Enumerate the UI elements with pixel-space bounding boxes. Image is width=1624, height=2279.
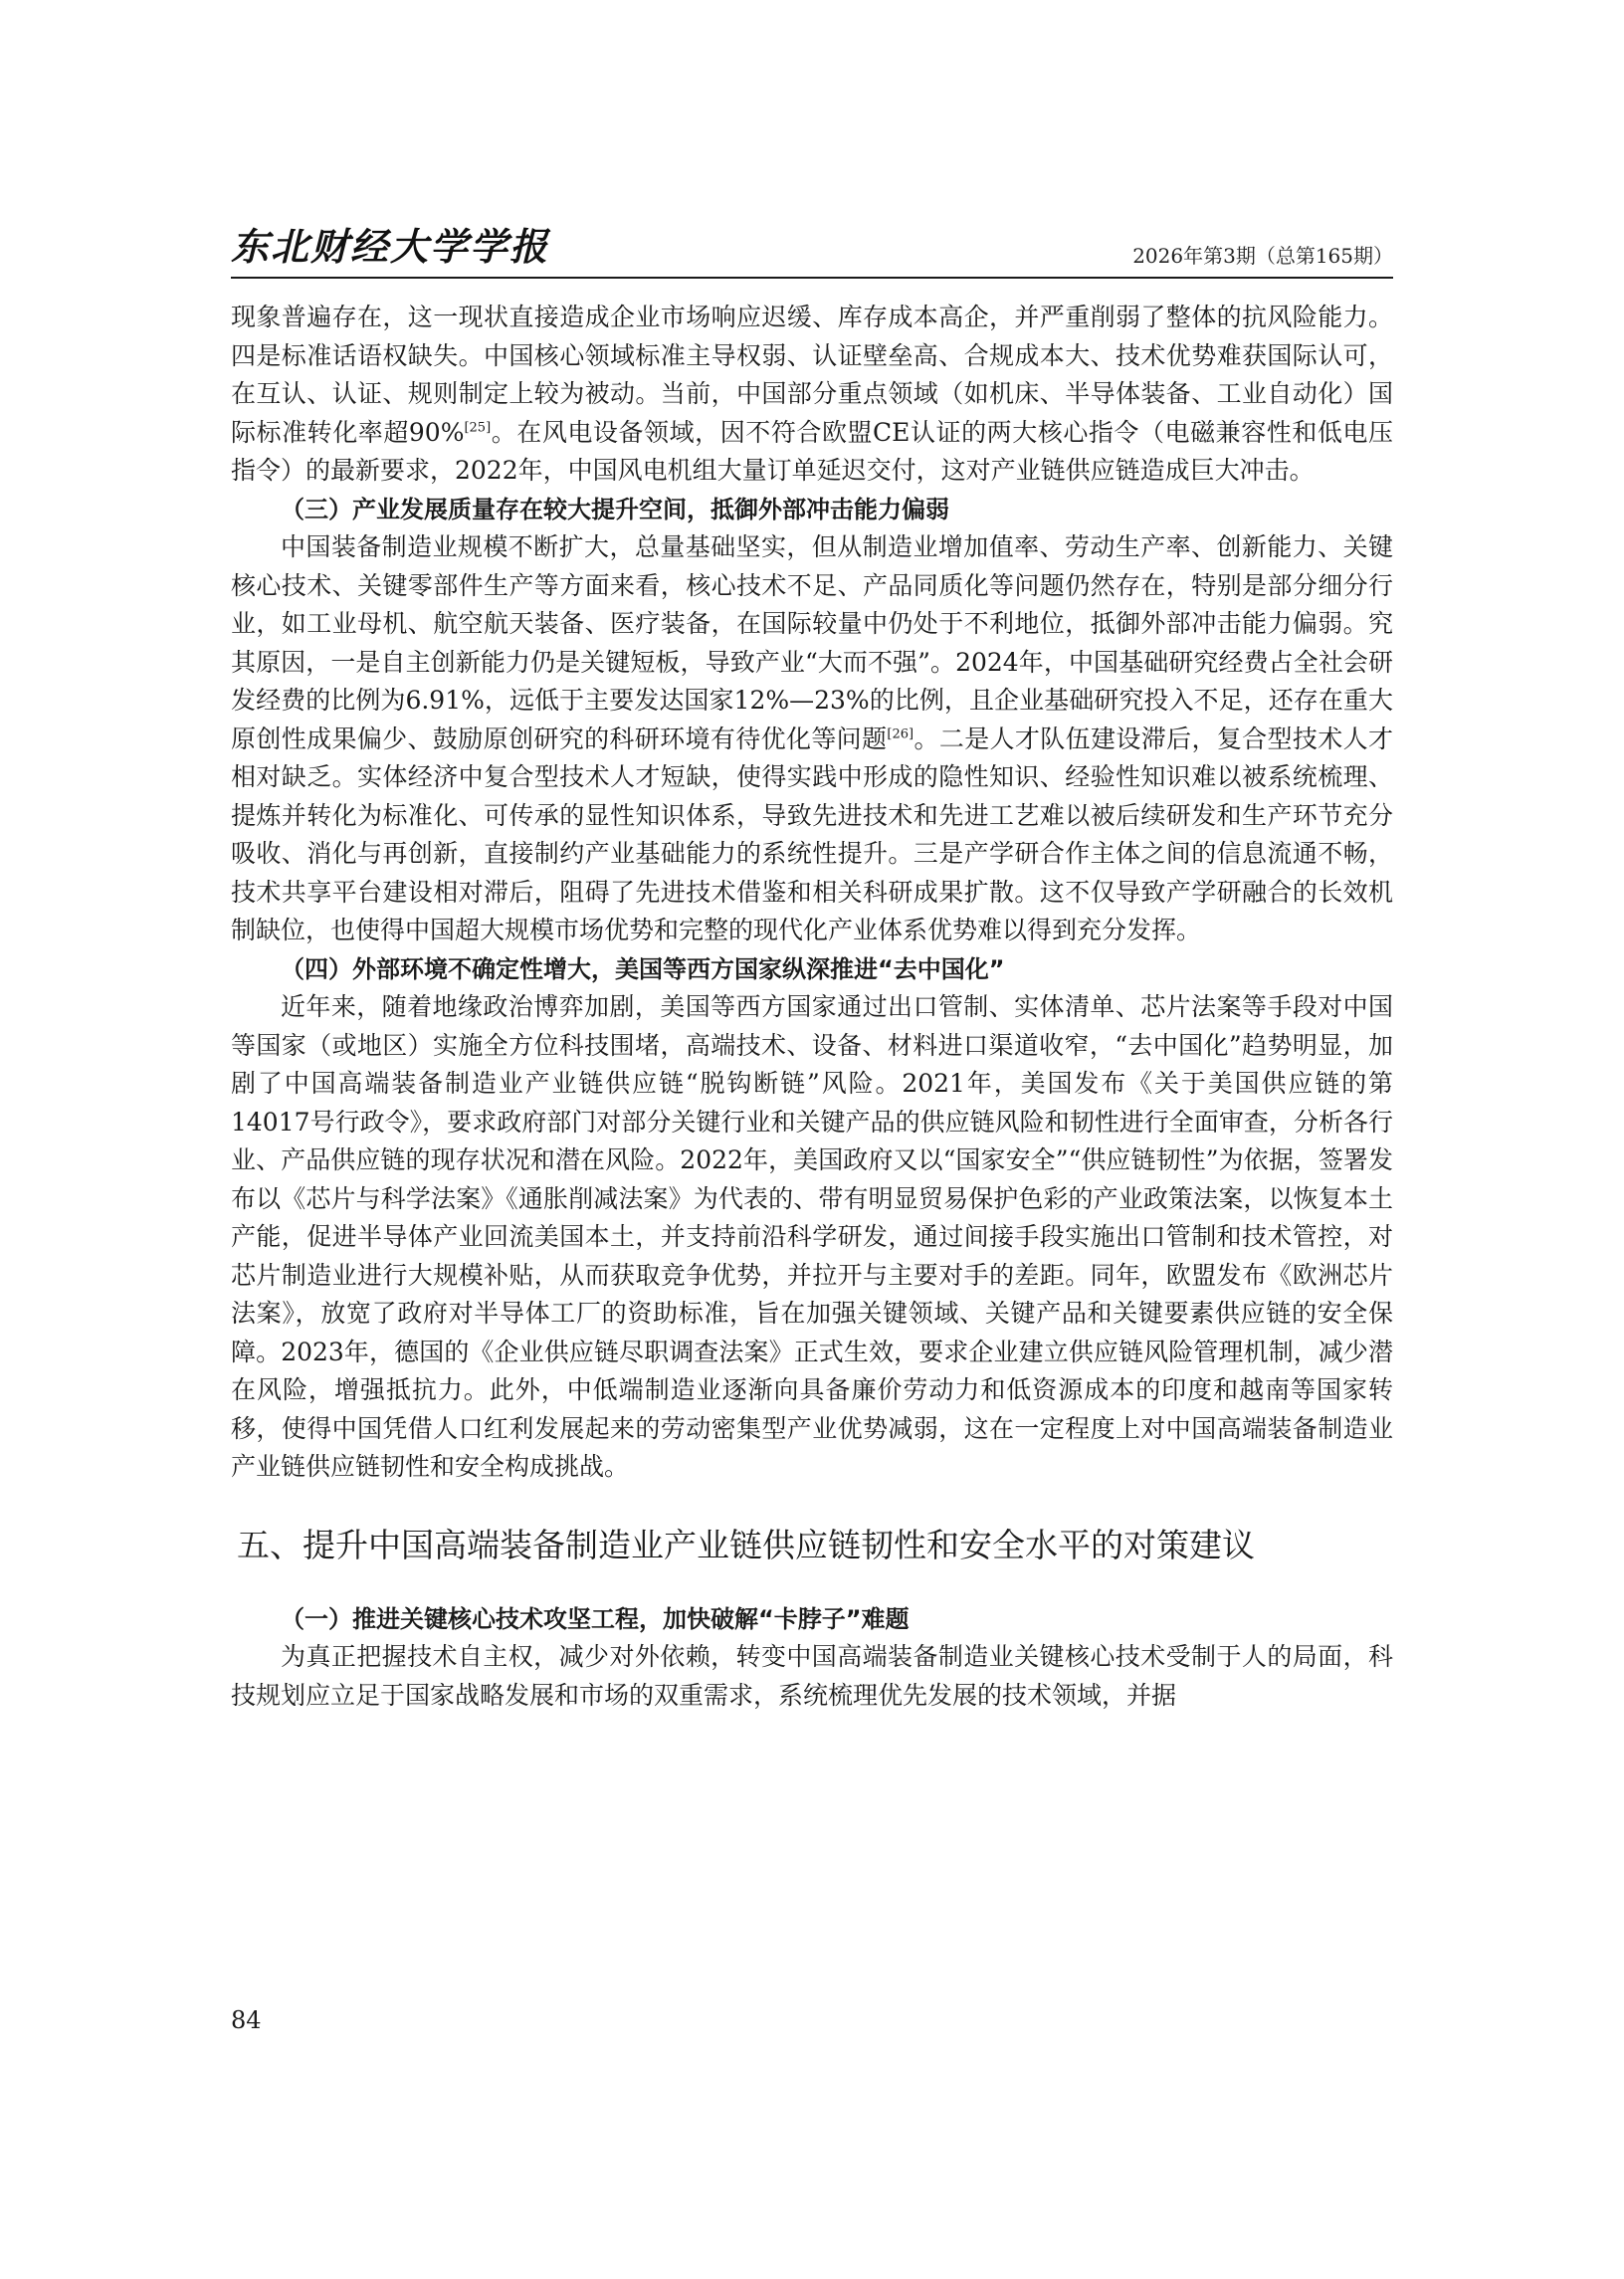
subsection-heading-3: （三）产业发展质量存在较大提升空间，抵御外部冲击能力偏弱 (281, 495, 949, 523)
article-body (231, 299, 1393, 1715)
paragraph: 近年来，随着地缘政治博弈加剧，美国等西方国家通过出口管制、实体清单、芯片法案等手段对中国等国家（或地区）实施全方位科技围堵，高端技术、设备、材料进口渠道收窄，“去中国化”趋势明显，加剧了中国高端装备制造业产业链供应链“脱钩断链”风险。2021年，美国发布《关于美国供应链的第14017号行政令》，要求政府部门对部分关键行业和关键产品的供应链风险和韧性进行全面审查，分析各行业、产品供应链的现存状况和潜在风险。2022年，美国政府又以“国家安全”“供应链韧性”为依据，签署发布以《芯片与科学法案》《通胀削减法案》为代表的、带有明显贸易保护色彩的产业政策法案，以恢复本土产能，促进半导体产业回流美国本土，并支持前沿科学研发，通过间接手段实施出口管制和技术管控，对芯片制造业进行大规模补贴，从而获取竞争优势，并拉开与主要对手的差距。同年，欧盟发布《欧洲芯片法案》，放宽了政府对半导体工厂的资助标准，旨在加强关键领域、关键产品和关键要素供应链的安全保障。2023年，德国的《企业供应链尽职调查法案》正式生效，要求企业建立供应链风险管理机制，减少潜在风险，增强抵抗力。此外，中低端制造业逐渐向具备廉价劳动力和低资源成本的印度和越南等国家转移，使得中国凭借人口红利发展起来的劳动密集型产业优势减弱，这在一定程度上对中国高端装备制造业产业链供应链韧性和安全构成挑战。 (231, 992, 1393, 1481)
paragraph-text: 现象普遍存在，这一现状直接造成企业市场响应迟缓、库存成本高企，并严重削弱了整体的抗风险能力。四是标准话语权缺失。中国核心领域标准主导权弱、认证壁垒高、合规成本大、技术优势难获国际认可，在互认、认证、规则制定上较为被动。当前，中国部分重点领域（如机床、半导体装备、工业自动化）国际标准转化率超90% (231, 303, 1393, 447)
paragraph (231, 528, 1393, 950)
journal-name: 东北财经大学学报 (231, 224, 550, 269)
citation-ref: [25] (464, 420, 492, 436)
page-number: 84 (231, 2006, 262, 2034)
paragraph-text: 。二是人才队伍建设滞后，复合型技术人才相对缺乏。实体经济中复合型技术人才短缺，使得实践中形成的隐性知识、经验性知识难以被系统梳理、提炼并转化为标准化、可传承的显性知识体系，导致先进技术和先进工艺难以被后续研发和生产环节充分吸收、消化与再创新，直接制约产业基础能力的系统性提升。三是产学研合作主体之间的信息流通不畅，技术共享平台建设相对滞后，阻碍了先进技术借鉴和相关科研成果扩散。这不仅导致产学研融合的长效机制缺位，也使得中国超大规模市场优势和完整的现代化产业体系优势难以得到充分发挥。 (231, 724, 1393, 944)
paragraph-text: 中国装备制造业规模不断扩大，总量基础坚实，但从制造业增加值率、劳动生产率、创新能力、关键核心技术、关键零部件生产等方面来看，核心技术不足、产品同质化等问题仍然存在，特别是部分细分行业，如工业母机、航空航天装备、医疗装备，在国际较量中仍处于不利地位，抵御外部冲击能力偏弱。究其原因，一是自主创新能力仍是关键短板，导致产业“大而不强”。2024年，中国基础研究经费占全社会研发经费的比例为6.91%，远低于主要发达国家12%—23%的比例，且企业基础研究投入不足，还存在重大原创性成果偏少、鼓励原创研究的科研环境有待优化等问题 (231, 532, 1393, 753)
section-heading-5: 五、提升中国高端装备制造业产业链供应链韧性和安全水平的对策建议 (237, 1525, 1255, 1564)
paragraph: 为真正把握技术自主权，减少对外依赖，转变中国高端装备制造业关键核心技术受制于人的局面，科技规划应立足于国家战略发展和市场的双重需求，系统梳理优先发展的技术领域，并据 (231, 1642, 1393, 1710)
subsection-heading-5-1: （一）推进关键核心技术攻坚工程，加快破解“卡脖子”难题 (281, 1604, 910, 1633)
page-header (231, 221, 1393, 279)
subsection-heading-4: （四）外部环境不确定性增大，美国等西方国家纵深推进“去中国化” (281, 954, 1005, 983)
paragraph-text: 。在风电设备领域，因不符合欧盟CE认证的两大核心指令（电磁兼容性和低电压指令）的最新要求，2022年，中国风电机组大量订单延迟交付，这对产业链供应链造成巨大冲击。 (231, 417, 1393, 485)
citation-ref: [26] (887, 726, 914, 742)
paragraph-continuation (231, 299, 1393, 491)
issue-info: 2026年第3期（总第165期） (1132, 244, 1393, 268)
